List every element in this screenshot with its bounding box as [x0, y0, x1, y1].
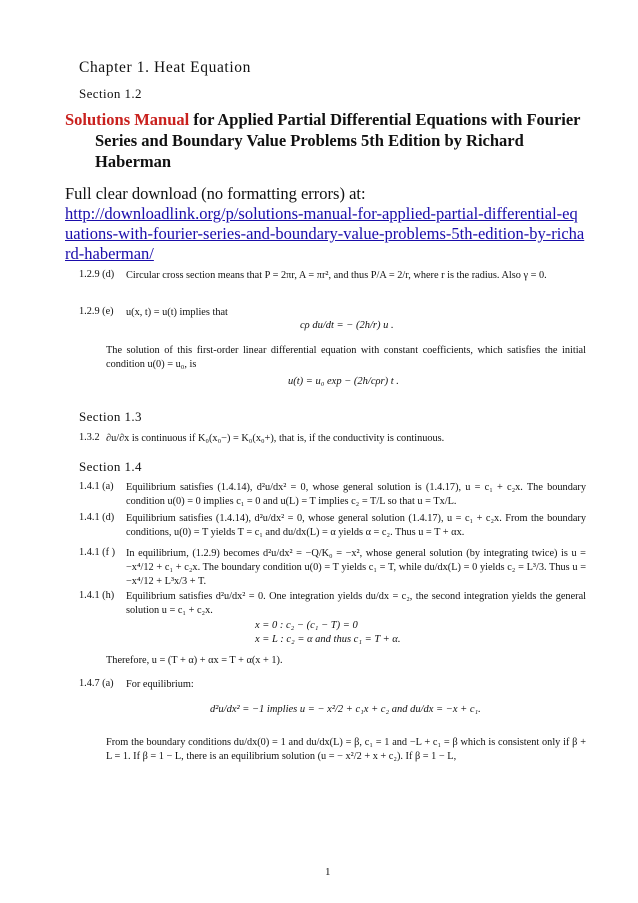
item-label: 1.4.7 (a): [79, 678, 114, 689]
page-number: 1: [325, 866, 331, 878]
title-highlight: Solutions Manual: [65, 110, 190, 129]
title-part-1: for Applied Partial Differential Equations with Fourier: [189, 110, 581, 129]
item-text: Therefore, u = (T + α) + αx = T + α(x + 1).: [106, 655, 283, 666]
item-label: 1.4.1 (f ): [79, 547, 116, 558]
download-link[interactable]: http://downloadlink.org/p/solutions-manual-for-applied-partial-differential-equations-with-fourier-series-and-boundary-value-problems-5th-edition-by-richard-haberman/: [65, 204, 585, 263]
download-label: Full clear download (no formatting errors) at:: [65, 184, 366, 203]
equation: x = L : c₂ = α and thus c₁ = T + α.: [255, 634, 401, 645]
item-text: In equilibrium, (1.2.9) becomes d²u/dx² = −Q/K₀ = −x², whose general solution (by integrating twice) is u = −x⁴/12 + c₁ + c₂x. The boundary condition u(0) = T yields c₁ = T, while du/dx(L) = 0 yields c₂ = L³/3. Thus u = −x⁴/12 + L³x/3 + T.: [126, 548, 586, 587]
item-text: u(x, t) = u(t) implies that: [126, 307, 228, 318]
section-heading: Section 1.4: [79, 459, 142, 474]
section-heading: Section 1.2: [79, 86, 142, 101]
manual-title: [65, 109, 585, 172]
item-text: For equilibrium:: [126, 679, 194, 690]
item-text: ∂u/∂x is continuous if K₀(x₀−) = K₀(x₀+), that is, if the conductivity is continuous.: [106, 433, 445, 444]
chapter-heading: Chapter 1. Heat Equation: [79, 59, 251, 76]
item-label: 1.2.9 (e): [79, 306, 114, 317]
equation: d²u/dx² = −1 implies u = − x²/2 + c₁x + c₂ and du/dx = −x + c₁.: [210, 704, 481, 715]
item-label: 1.4.1 (h): [79, 590, 115, 601]
item-label: 1.2.9 (d): [79, 269, 115, 280]
item-text: Equilibrium satisfies (1.4.14), d²u/dx² = 0, whose general solution is (1.4.17), u = c₁ + c₂x. The boundary condition u(0) = 0 implies c₁ = 0 and u(L) = T implies c₂ = T/L so that u = Tx/L.: [126, 482, 586, 507]
equation: u(t) = u₀ exp − (2h/cρr) t .: [288, 376, 399, 387]
item-text: The solution of this first-order linear differential equation with constant coefficients, which satisfies the initial condition u(0) = u₀, is: [106, 345, 586, 370]
equation: cρ du/dt = − (2h/r) u .: [300, 320, 394, 331]
item-text: Equilibrium satisfies d²u/dx² = 0. One integration yields du/dx = c₂, the second integration yields the general solution u = c₁ + c₂x.: [126, 591, 586, 616]
title-part-2: Series and Boundary Value Problems 5th Edition by Richard: [95, 131, 524, 150]
title-part-3: Haberman: [95, 152, 172, 171]
item-text: From the boundary conditions du/dx(0) = 1 and du/dx(L) = β, c₁ = 1 and −L + c₁ = β which is consistent only if β + L = 1. If β = 1 − L, there is an equilibrium solution (u = − x²/2 + x + c₂). If β = 1 − L,: [106, 737, 586, 762]
equation: x = 0 : c₂ − (c₁ − T) = 0: [255, 620, 358, 631]
item-text: Circular cross section means that P = 2πr, A = πr², and thus P/A = 2/r, where r is the radius. Also γ = 0.: [126, 270, 547, 281]
section-heading: Section 1.3: [79, 409, 142, 424]
item-text: Equilibrium satisfies (1.4.14), d²u/dx² = 0, whose general solution (1.4.17), u = c₁ + c₂x. From the boundary conditions, u(0) = T yields T = c₁ and du/dx(L) = α yields α = c₂. Thus u = T + αx.: [126, 513, 586, 538]
item-label: 1.4.1 (a): [79, 481, 114, 492]
item-label: 1.3.2: [79, 432, 100, 443]
item-label: 1.4.1 (d): [79, 512, 115, 523]
download-block: [65, 184, 585, 264]
